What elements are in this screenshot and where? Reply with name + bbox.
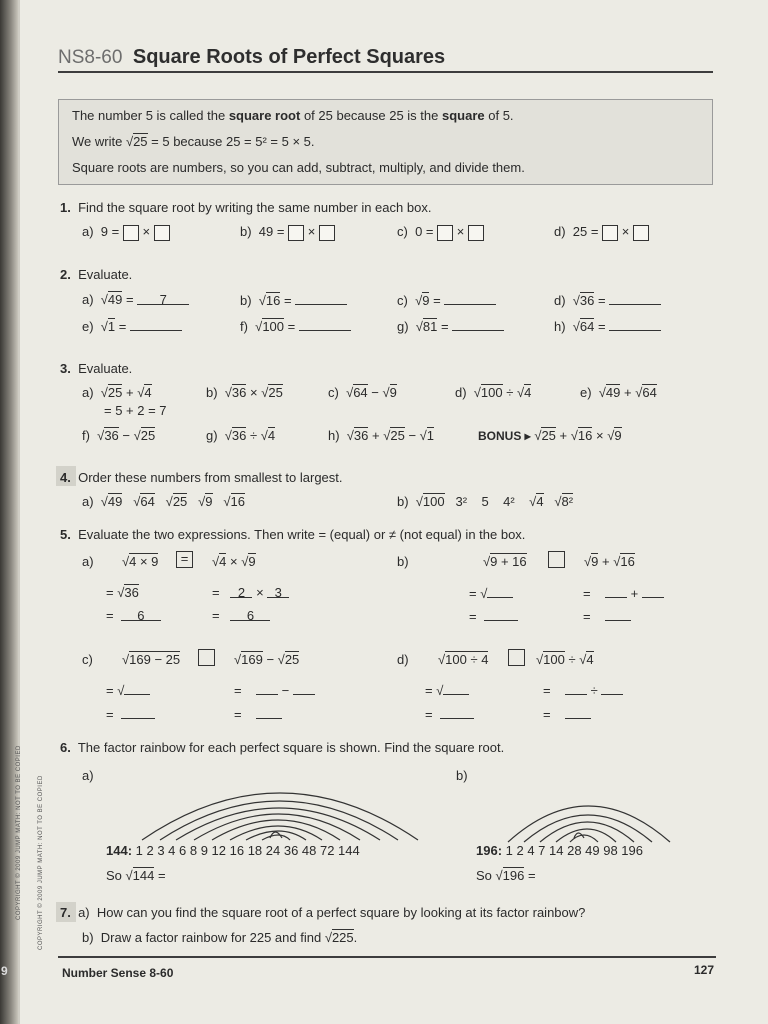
- answer-blank[interactable]: [299, 318, 351, 331]
- q5-a-row2-right: = 2 × 3: [212, 585, 289, 600]
- side-copyright-1: COPYRIGHT © 2009 JUMP MATH: NOT TO BE COPIED: [16, 745, 22, 920]
- intro-line-2: We write √25 = 5 because 25 = 5² = 5 × 5.: [72, 134, 315, 149]
- header-rule: [58, 71, 713, 73]
- q5-c-right: √169 − √25: [234, 652, 300, 667]
- question-7-a: 7. a) How can you find the square root of a perfect square by looking at its factor rainbow?: [60, 905, 586, 920]
- answer-box[interactable]: [123, 225, 139, 241]
- q5-a-compare-box[interactable]: =: [176, 551, 193, 569]
- q4-item-b: b) √100 3² 5 4² √4 √8²: [397, 494, 574, 509]
- q5-b-row3-right: =: [583, 608, 631, 624]
- lesson-code: NS8-60: [58, 47, 123, 68]
- q3-item-g: g) √36 ÷ √4: [206, 428, 276, 443]
- q5-c-row2-left: = √: [106, 682, 150, 698]
- intro-line-1: The number 5 is called the square root of 25 because 25 is the square of 5.: [72, 108, 514, 123]
- q3-item-b: b) √36 × √25: [206, 385, 283, 400]
- q5-d-row3-right: =: [543, 706, 591, 722]
- q5-c-compare-box[interactable]: [198, 649, 215, 667]
- q5-d-row3-left: =: [425, 706, 474, 722]
- q3-bonus: BONUS ▸ √25 + √16 × √9: [478, 428, 622, 443]
- q5-d-left: √100 ÷ 4: [438, 652, 489, 667]
- footer-rule: [58, 956, 716, 958]
- answer-box[interactable]: [437, 225, 453, 241]
- question-1-prompt: 1. Find the square root by writing the same number in each box.: [60, 200, 432, 215]
- answer-blank[interactable]: [444, 292, 496, 305]
- q5-a-left: √4 × 9: [122, 554, 159, 569]
- q2-item-h: h) √64 =: [554, 318, 661, 334]
- q6-b-factors: 196: 1 2 4 7 14 28 49 98 196: [476, 843, 644, 858]
- q5-b-compare-box[interactable]: [548, 551, 565, 569]
- q5-d-label: d): [397, 652, 409, 667]
- q2-item-b: b) √16 =: [240, 292, 347, 308]
- question-3-prompt: 3. Evaluate.: [60, 361, 133, 376]
- q1-item-c: c) 0 = ×: [397, 224, 484, 241]
- q3-item-a-work: = 5 + 2 = 7: [104, 403, 167, 418]
- q5-c-row3-left: =: [106, 706, 155, 722]
- q5-c-left: √169 − 25: [122, 652, 181, 667]
- q1-item-b: b) 49 = ×: [240, 224, 335, 241]
- page-number: 127: [694, 963, 715, 977]
- q2-item-f: f) √100 =: [240, 318, 351, 334]
- answer-box[interactable]: [633, 225, 649, 241]
- q5-a-label: a): [82, 554, 94, 569]
- q1-item-a: a) 9 = ×: [82, 224, 170, 241]
- q5-d-right: √100 ÷ √4: [536, 652, 594, 667]
- q6-a-factors: 144: 1 2 3 4 6 8 9 12 16 18 24 36 48 72 144: [106, 843, 360, 858]
- q6-a-label: a): [82, 768, 94, 783]
- answer-box[interactable]: [602, 225, 618, 241]
- q2-item-d: d) √36 =: [554, 292, 661, 308]
- answer-blank[interactable]: [609, 318, 661, 331]
- q5-a-row3-right: = 6: [212, 608, 270, 623]
- q5-a-row2-left: = √36: [106, 585, 139, 600]
- prev-page-number: 9: [1, 964, 8, 978]
- answer-blank[interactable]: [295, 292, 347, 305]
- q5-b-left: √9 + 16: [483, 554, 527, 569]
- q5-c-row3-right: =: [234, 706, 282, 722]
- q5-b-row3-left: =: [469, 608, 518, 624]
- q3-item-c: c) √64 − √9: [328, 385, 397, 400]
- factor-rainbow-196: [500, 790, 680, 850]
- page-title: Square Roots of Perfect Squares: [132, 46, 446, 68]
- q3-item-e: e) √49 + √64: [580, 385, 657, 400]
- answer-blank[interactable]: [609, 292, 661, 305]
- question-5-prompt: 5. Evaluate the two expressions. Then write = (equal) or ≠ (not equal) in the box.: [60, 527, 526, 542]
- answer-box[interactable]: [288, 225, 304, 241]
- q5-d-row2-right: = ÷: [543, 682, 623, 698]
- q6-b-label: b): [456, 768, 468, 783]
- q2-item-g: g) √81 =: [397, 318, 504, 334]
- question-7-b: b) Draw a factor rainbow for 225 and find √225.: [82, 930, 358, 945]
- answer-blank[interactable]: 7: [137, 292, 189, 305]
- q2-item-a: a) √49 = 7: [82, 292, 189, 307]
- q5-d-row2-left: = √: [425, 682, 469, 698]
- q5-b-row2-left: = √: [469, 585, 513, 601]
- factor-rainbow-144: [120, 768, 440, 848]
- q3-item-h: h) √36 + √25 − √1: [328, 428, 435, 443]
- question-2-prompt: 2. Evaluate.: [60, 267, 133, 282]
- side-copyright-2: COPYRIGHT © 2009 JUMP MATH: NOT TO BE COPIED: [38, 775, 44, 950]
- q6-a-answer: So √144 =: [106, 868, 166, 883]
- q5-a-right: √4 × √9: [212, 554, 256, 569]
- q5-b-right: √9 + √16: [584, 554, 635, 569]
- intro-line-3: Square roots are numbers, so you can add, subtract, multiply, and divide them.: [72, 160, 525, 175]
- q5-a-row3-left: = 6: [106, 608, 161, 623]
- q3-item-f: f) √36 − √25: [82, 428, 156, 443]
- q3-item-d: d) √100 ÷ √4: [455, 385, 532, 400]
- q5-c-label: c): [82, 652, 93, 667]
- q1-item-d: d) 25 = ×: [554, 224, 649, 241]
- footer-section-label: Number Sense 8-60: [62, 966, 174, 980]
- q5-b-label: b): [397, 554, 409, 569]
- page-header: [58, 46, 445, 69]
- answer-box[interactable]: [468, 225, 484, 241]
- question-6-prompt: 6. The factor rainbow for each perfect square is shown. Find the square root.: [60, 740, 505, 755]
- question-4-prompt: 4. Order these numbers from smallest to largest.: [60, 470, 343, 485]
- answer-box[interactable]: [319, 225, 335, 241]
- q2-item-e: e) √1 =: [82, 318, 182, 334]
- q5-c-row2-right: = −: [234, 682, 315, 698]
- answer-blank[interactable]: [130, 318, 182, 331]
- q5-b-row2-right: = +: [583, 585, 664, 601]
- answer-blank[interactable]: [452, 318, 504, 331]
- q4-item-a: a) √49 √64 √25 √9 √16: [82, 494, 245, 509]
- q2-item-c: c) √9 =: [397, 292, 496, 308]
- q3-item-a: a) √25 + √4: [82, 385, 152, 400]
- answer-box[interactable]: [154, 225, 170, 241]
- q5-d-compare-box[interactable]: [508, 649, 525, 667]
- q6-b-answer: So √196 =: [476, 868, 536, 883]
